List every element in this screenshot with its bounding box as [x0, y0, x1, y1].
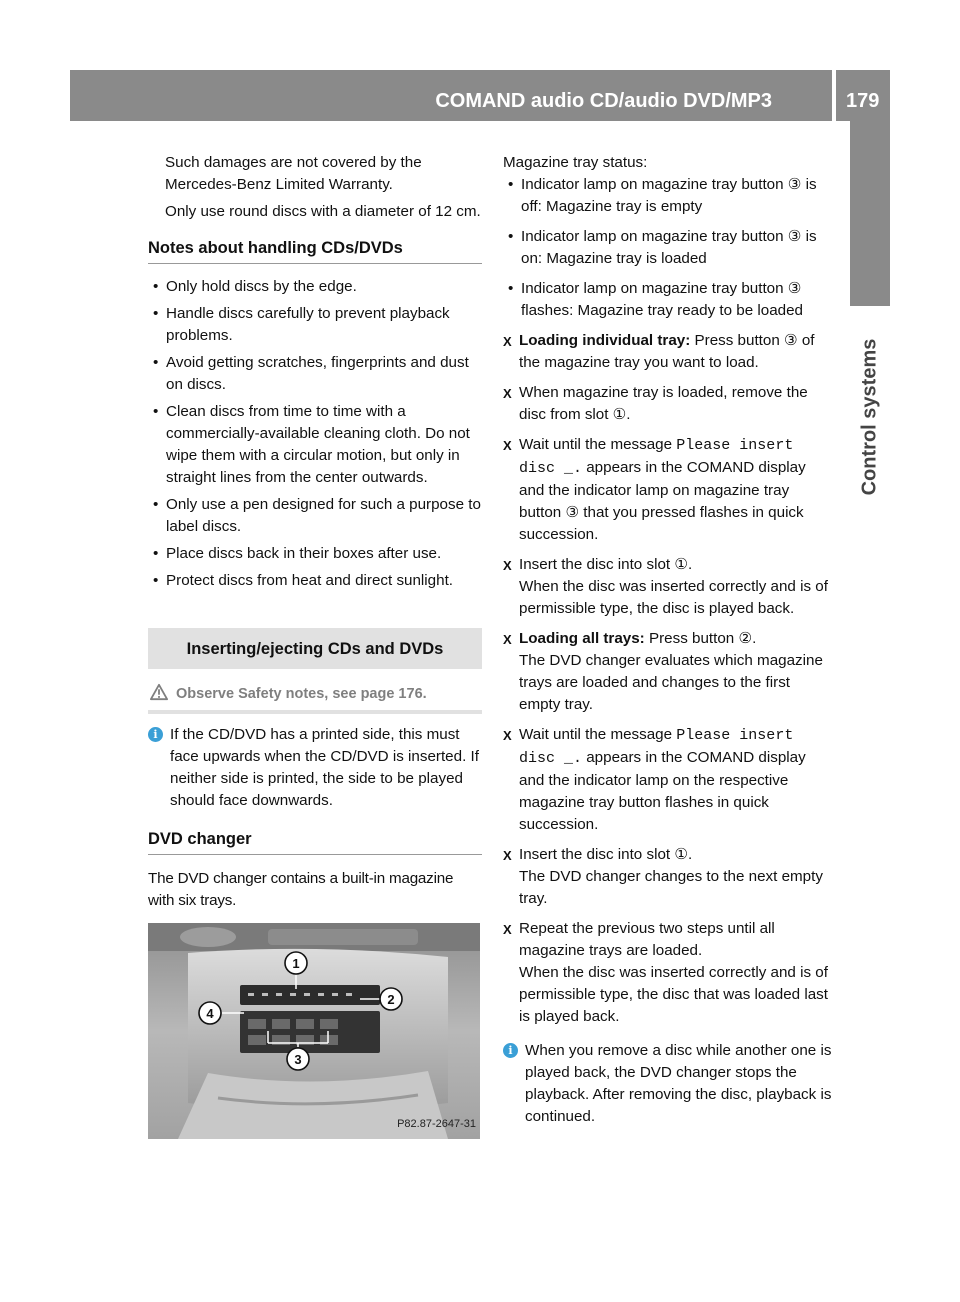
side-tab-marker [850, 121, 890, 306]
section-heading: Inserting/ejecting CDs and DVDs [148, 628, 482, 669]
right-column [503, 152, 835, 1128]
callout-4-label: 4 [206, 1006, 214, 1021]
step-wait-message [503, 434, 835, 546]
list-item: • Only use a pen designed for such a purpose to label discs. [148, 494, 482, 538]
intro-paragraph-1: Such damages are not covered by the Mercedes-Benz Limited Warranty. [165, 154, 422, 193]
dvd-changer-heading: DVD changer [148, 828, 482, 855]
info-note-text: When you remove a disc while another one is played back, the DVD changer stops the playback. After removing the disc, playback is continued. [525, 1042, 832, 1125]
side-tab-label: Control systems [858, 338, 881, 496]
step-text: Press button ③ of the magazine tray you want to load. [519, 332, 815, 371]
callout-2-label: 2 [387, 992, 395, 1007]
left-column [148, 152, 482, 1139]
step-text: Wait until the message [519, 726, 677, 743]
display-message: Please insert disc _. [519, 727, 794, 767]
step-label: Loading individual tray: [519, 332, 691, 349]
warning-text: Observe Safety notes, see page 176. [176, 686, 427, 702]
info-note [148, 724, 482, 812]
list-item: • Indicator lamp on magazine tray button ③ is on: Magazine tray is loaded [503, 226, 835, 270]
info-note-text: If the CD/DVD has a printed side, this must face upwards when the CD/DVD is inserted. If neither side is printed, the side to be played should face downwards. [170, 726, 479, 809]
header-divider [832, 70, 836, 121]
step-text: appears in the COMAND display and the indicator lamp on magazine tray button ③ that you pressed flashes in quick succession. [519, 459, 806, 543]
info-icon: i [148, 727, 163, 742]
step-result: The DVD changer evaluates which magazine trays are loaded and changes to the first empty tray. [519, 652, 823, 713]
list-item: • Avoid getting scratches, fingerprints and dust on discs. [148, 352, 482, 396]
step-repeat: X Repeat the previous two steps until all magazine trays are loaded. [503, 918, 835, 962]
step-result: When the disc was inserted correctly and is of permissible type, the disc that was loaded last is played back. [519, 964, 828, 1025]
display-message: Please insert disc _. [519, 437, 794, 477]
intro-paragraph-2: Only use round discs with a diameter of 12 cm. [165, 203, 481, 220]
status-heading: Magazine tray status: [503, 154, 648, 171]
notes-bullet-list [148, 276, 482, 592]
step-load-all [503, 628, 835, 650]
list-item: • Handle discs carefully to prevent playback problems. [148, 303, 482, 347]
list-item: • Indicator lamp on magazine tray button ③ is off: Magazine tray is empty [503, 174, 835, 218]
side-tab-label-wrap [848, 312, 892, 522]
warning-triangle-icon [150, 683, 168, 701]
step-text: appears in the COMAND display and the indicator lamp on the respective magazine tray button flashes in quick succession. [519, 749, 806, 833]
callout-3-label: 3 [294, 1052, 302, 1067]
step-wait-message-2 [503, 724, 835, 836]
list-item: • Only hold discs by the edge. [148, 276, 482, 298]
info-icon: i [503, 1043, 518, 1058]
callout-1-label: 1 [292, 956, 300, 971]
dvd-changer-illustration [148, 923, 480, 1139]
step-text: Wait until the message [519, 436, 677, 453]
page-number: 179 [846, 90, 880, 112]
info-note-right [503, 1040, 835, 1128]
step-label: Loading all trays: [519, 630, 645, 647]
list-item: • Indicator lamp on magazine tray button ③ flashes: Magazine tray ready to be loaded [503, 278, 835, 322]
step-result: The DVD changer changes to the next empty tray. [519, 868, 823, 907]
dvd-changer-photo [148, 923, 480, 1139]
page-header [70, 70, 890, 121]
image-code: P82.87-2647-31 [397, 1118, 476, 1130]
step-text: Press button ②. [644, 630, 757, 647]
step-remove-disc: X When magazine tray is loaded, remove the disc from slot ①. [503, 382, 835, 426]
step-load-individual [503, 330, 835, 374]
step-insert-disc: X Insert the disc into slot ①. [503, 554, 835, 576]
warning-note [148, 677, 482, 714]
list-item: • Place discs back in their boxes after use. [148, 543, 482, 565]
dvd-changer-text: The DVD changer contains a built-in magazine with six trays. [148, 870, 454, 909]
list-item: • Protect discs from heat and direct sunlight. [148, 570, 482, 592]
step-result: When the disc was inserted correctly and is of permissible type, the disc is played back. [519, 578, 828, 617]
notes-heading: Notes about handling CDs/DVDs [148, 237, 482, 264]
list-item: • Clean discs from time to time with a commercially-available cleaning cloth. Do not wipe them with a circular motion, but only in straight lines from the center outwards. [148, 401, 482, 489]
header-title: COMAND audio CD/audio DVD/MP3 [435, 90, 772, 112]
step-insert-disc-2: X Insert the disc into slot ①. [503, 844, 835, 866]
